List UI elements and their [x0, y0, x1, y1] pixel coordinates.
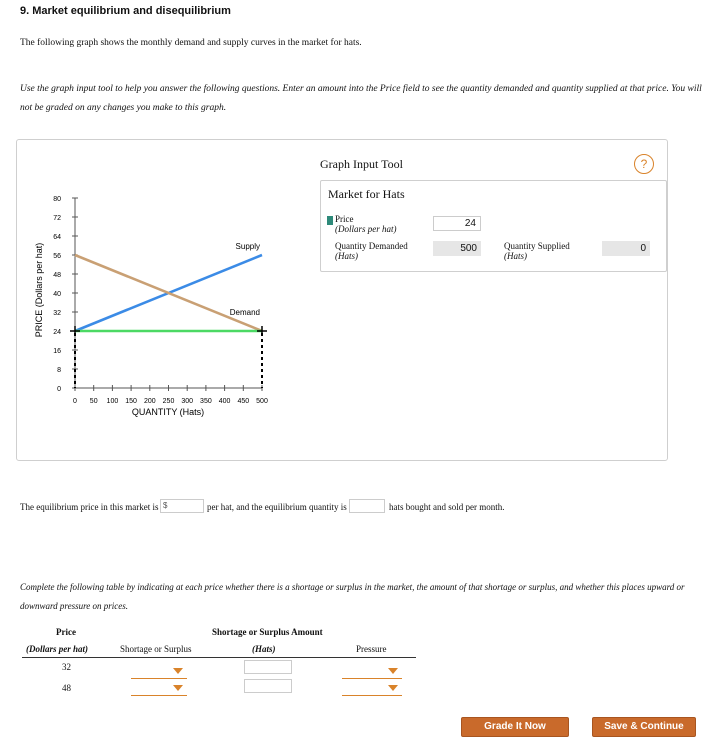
qs-value: 0 [602, 241, 650, 256]
supply-label: Supply [235, 242, 260, 251]
col-pressure-header: Pressure [356, 644, 387, 654]
x-tick-label: 350 [200, 398, 212, 405]
chevron-down-icon [173, 668, 183, 674]
x-tick-label: 100 [106, 398, 119, 405]
equilibrium-quantity-input[interactable] [349, 499, 385, 513]
qs-label-group [504, 241, 570, 261]
y-tick-label: 16 [53, 348, 61, 355]
equilibrium-text-middle: per hat, and the equilibrium quantity is [207, 502, 347, 512]
x-tick-label: 200 [143, 398, 156, 405]
shortage-select-row1[interactable] [131, 664, 187, 679]
table-header-divider [22, 657, 416, 658]
x-tick-label: 150 [125, 398, 137, 405]
table-instructions: Complete the following table by indicating at each price whether there is a shortage or surplus in the market, the amount of that shortage or surplus, and whether this places upward or downward pressure on prices. [20, 582, 685, 611]
x-tick-label: 250 [162, 398, 175, 405]
col-price-header: Price [56, 627, 76, 637]
demand-label: Demand [229, 308, 260, 317]
qs-unit: (Hats) [504, 251, 527, 261]
price-unit: (Dollars per hat) [335, 224, 397, 234]
equilibrium-text-before: The equilibrium price in this market is [20, 502, 159, 512]
dollar-sign: $ [163, 501, 168, 510]
y-tick-label: 0 [57, 386, 61, 393]
qd-label-group [335, 241, 408, 261]
x-tick-label: 400 [218, 398, 231, 405]
y-tick-label: 32 [53, 310, 61, 317]
qd-unit: (Hats) [335, 251, 358, 261]
row-price-48: 48 [62, 683, 71, 693]
x-tick-label: 300 [181, 398, 194, 405]
x-tick-label: 500 [256, 398, 268, 405]
chevron-down-icon [388, 685, 398, 691]
pressure-select-row1[interactable] [342, 664, 402, 679]
market-title: Market for Hats [328, 187, 405, 201]
x-axis-label: QUANTITY (Hats) [131, 407, 205, 417]
shortage-select-row2[interactable] [131, 681, 187, 696]
y-tick-label: 40 [53, 291, 61, 298]
graph-tool-title: Graph Input Tool [320, 157, 403, 171]
col-amount-unit: (Hats) [252, 644, 276, 654]
amount-input-row1[interactable] [244, 660, 292, 674]
chevron-down-icon [173, 685, 183, 691]
equilibrium-text-after: hats bought and sold per month. [389, 502, 505, 512]
y-tick-label: 72 [53, 215, 61, 222]
grade-it-now-button[interactable]: Grade It Now [461, 717, 569, 737]
help-icon[interactable]: ? [634, 154, 654, 174]
equilibrium-price-input[interactable] [160, 499, 204, 513]
y-tick-label: 64 [53, 234, 61, 241]
save-continue-button[interactable]: Save & Continue [592, 717, 696, 737]
question-instructions: Use the graph input tool to help you answer the following questions. Enter an amount into the Price field to see the quantity demanded and quantity supplied at that price. You will not be graded on any changes you make to this graph. [20, 84, 702, 113]
price-label: Price [335, 214, 354, 224]
y-tick-label: 8 [57, 367, 61, 374]
price-label-group [335, 214, 397, 234]
supply-demand-chart[interactable] [30, 190, 290, 430]
y-tick-label: 80 [53, 196, 61, 203]
row-price-32: 32 [62, 662, 71, 672]
amount-input-row2[interactable] [244, 679, 292, 693]
qs-label: Quantity Supplied [504, 241, 570, 251]
y-axis-label: PRICE (Dollars per hat) [34, 242, 44, 338]
y-tick-label: 24 [53, 329, 61, 336]
price-marker-icon [327, 216, 333, 225]
col-shortage-header: Shortage or Surplus [120, 644, 192, 654]
question-title: 9. Market equilibrium and disequilibrium [20, 5, 231, 17]
col-price-unit: (Dollars per hat) [26, 644, 89, 654]
col-amount-header: Shortage or Surplus Amount [212, 627, 323, 637]
x-tick-label: 50 [89, 398, 98, 405]
x-tick-label: 450 [237, 398, 250, 405]
chevron-down-icon [388, 668, 398, 674]
price-input[interactable]: 24 [433, 216, 481, 231]
question-intro: The following graph shows the monthly demand and supply curves in the market for hats. [20, 38, 362, 48]
qd-value: 500 [433, 241, 481, 256]
pressure-select-row2[interactable] [342, 681, 402, 696]
qd-label: Quantity Demanded [335, 241, 408, 251]
x-tick-label: 0 [73, 398, 77, 405]
y-tick-label: 56 [53, 253, 61, 260]
y-tick-label: 48 [53, 272, 61, 279]
